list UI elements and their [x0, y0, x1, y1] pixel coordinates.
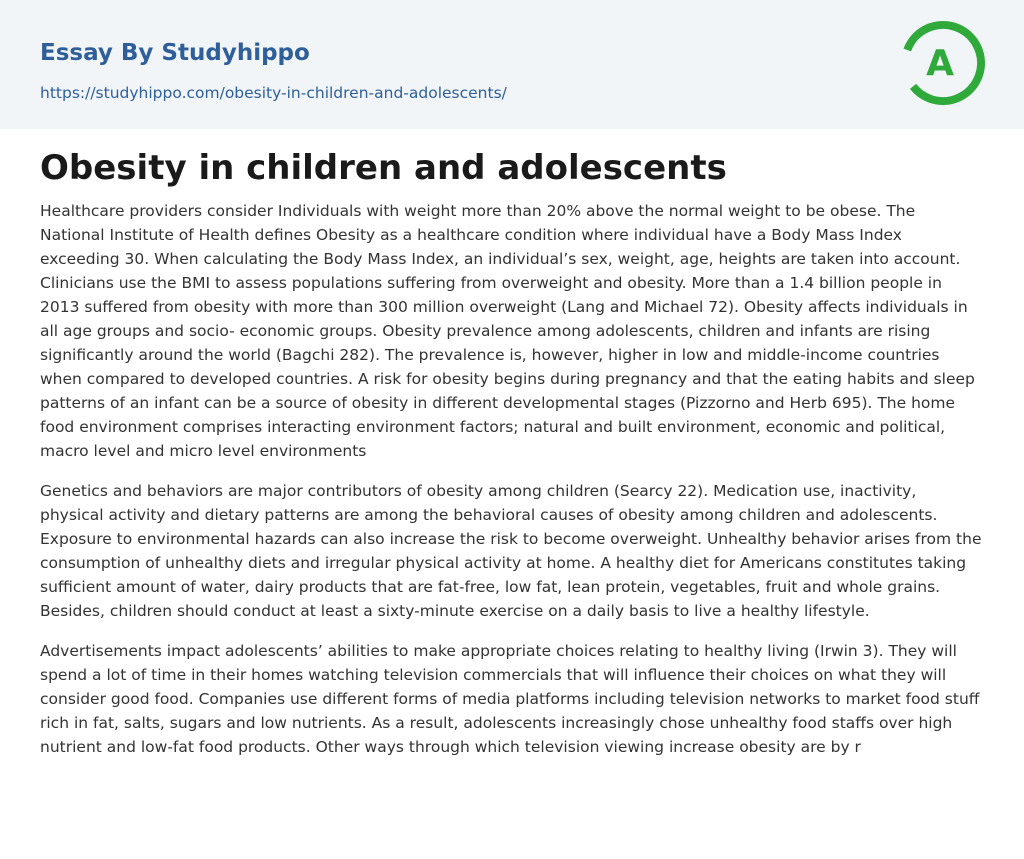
site-header — [0, 0, 1024, 129]
studyhippo-logo-icon[interactable] — [899, 19, 987, 107]
paragraph-2: Genetics and behaviors are major contributors of obesity among children (Searcy 22). Medication use, inactivity, physical activity and dietary patterns are among the behavioral causes of obesity among children and adolescents. Exposure to environmental hazards can also increase the risk to become overweight. Unhealthy behavior arises from the consumption of unhealthy diets and irregular physical activity at home. A healthy diet for Americans constitutes taking sufficient amount of water, dairy products that are fat-free, low fat, lean protein, vegetables, fruit and whole grains. Besides, children should conduct at least a sixty-minute exercise on a daily basis to live a healthy lifestyle. — [40, 482, 982, 620]
source-url-link[interactable]: https://studyhippo.com/obesity-in-children-and-adolescents/ — [40, 84, 507, 102]
paragraph-1: Healthcare providers consider Individuals with weight more than 20% above the normal weight to be obese. The National Institute of Health defines Obesity as a healthcare condition where individual have a Body Mass Index exceeding 30. When calculating the Body Mass Index, an individual’s sex, weight, age, heights are taken into account. Clinicians use the BMI to assess populations suffering from overweight and obesity. More than a 1.4 billion people in 2013 suffered from obesity with more than 300 million overweight (Lang and Michael 72). Obesity affects individuals in all age groups and socio- economic groups. Obesity prevalence among adolescents, children and infants are rising significantly around the world (Bagchi 282). The prevalence is, however, higher in low and middle-income countries when compared to developed countries. A risk for obesity begins during pregnancy and that the eating habits and sleep patterns of an infant can be a source of obesity in different developmental stages (Pizzorno and Herb 695). The home food environment comprises interacting environment factors; natural and built environment, economic and political, macro level and micro level environments — [40, 202, 975, 460]
logo-letter: A — [926, 43, 954, 84]
article — [40, 145, 984, 775]
brand-title[interactable]: Essay By Studyhippo — [40, 40, 310, 66]
page-title: Obesity in children and adolescents — [40, 148, 727, 188]
paragraph-3: Advertisements impact adolescents’ abilities to make appropriate choices relating to healthy living (Irwin 3). They will spend a lot of time in their homes watching television commercials that will influence their choices on what they will consider good food. Companies use different forms of media platforms including television networks to market food stuff rich in fat, salts, sugars and low nutrients. As a result, adolescents increasingly chose unhealthy food staffs over high nutrient and low-fat food products. Other ways through which television viewing increase obesity are by r — [40, 642, 980, 756]
